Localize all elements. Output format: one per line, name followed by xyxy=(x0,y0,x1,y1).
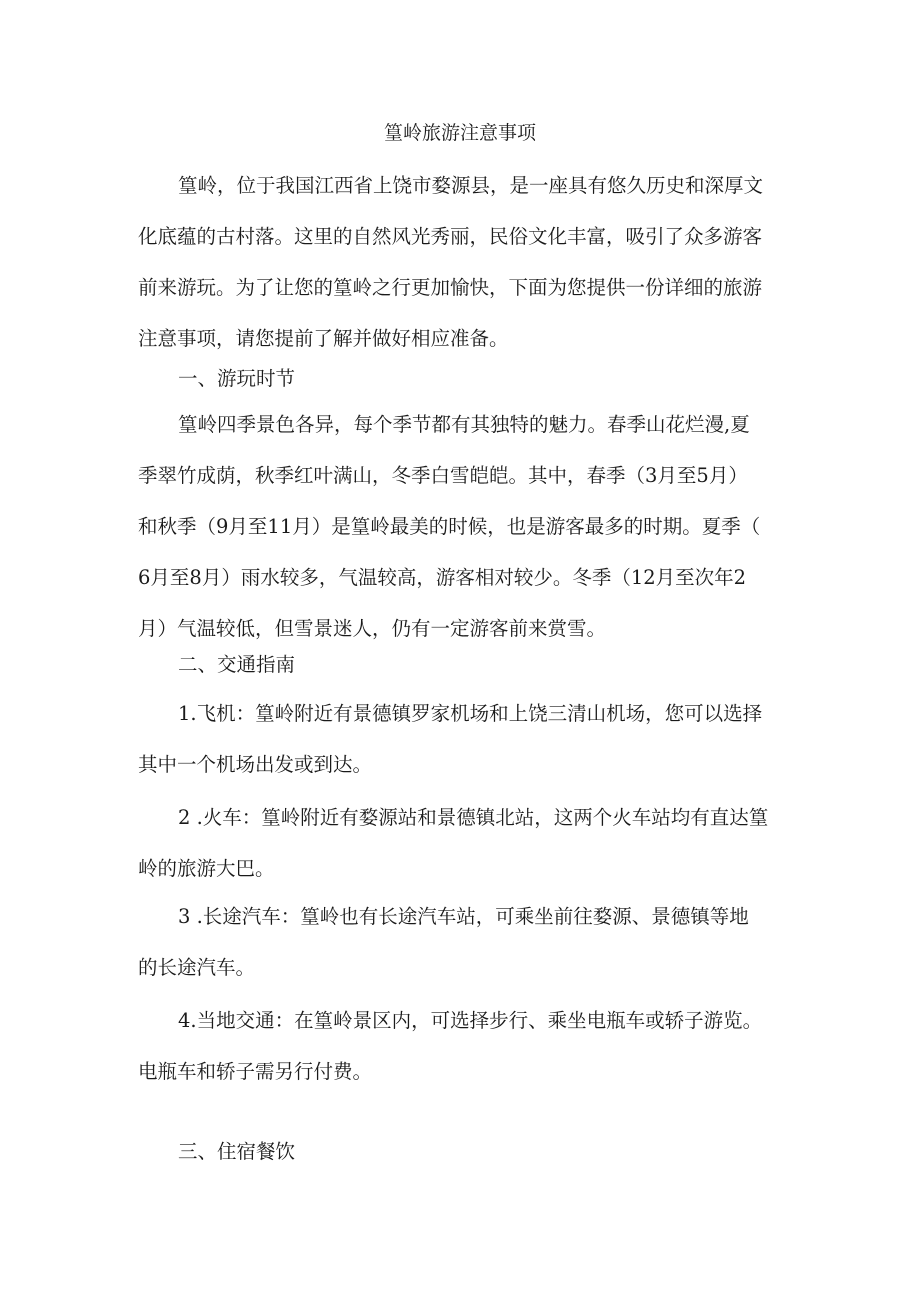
seasons-line: 季翠竹成荫，秋季红叶满山，冬季白雪皑皑。其中，春季（3月至5月） xyxy=(138,464,748,487)
transport-line: 3 .长途汽车：篁岭也有长途汽车站，可乘坐前往婺源、景德镇等地 xyxy=(178,905,749,928)
transport-line: 电瓶车和轿子需另行付费。 xyxy=(138,1060,373,1083)
intro-line: 化底蕴的古村落。这里的自然风光秀丽，民俗文化丰富，吸引了众多游客 xyxy=(138,225,763,248)
section-heading-seasons xyxy=(138,353,788,404)
section-heading-text: 一、游玩时节 xyxy=(178,367,296,390)
section-heading-text: 三、住宿餐饮 xyxy=(178,1140,296,1163)
seasons-paragraph xyxy=(138,399,788,654)
section-heading-lodging xyxy=(138,1126,788,1177)
section-heading-transport xyxy=(138,639,788,690)
transport-line: 岭的旅游大巴。 xyxy=(138,857,275,880)
seasons-line: 和秋季（9月至11月）是篁岭最美的时候，也是游客最多的时期。夏季（ xyxy=(138,515,761,538)
intro-line: 前来游玩。为了让您的篁岭之行更加愉快，下面为您提供一份详细的旅游 xyxy=(138,276,763,299)
seasons-line: 篁岭四季景色各异，每个季节都有其独特的魅力。春季山花烂漫,夏 xyxy=(178,413,750,436)
transport-line: 1.飞机：篁岭附近有景德镇罗家机场和上饶三清山机场，您可以选择 xyxy=(178,702,763,725)
seasons-line: 6月至8月）雨水较多，气温较高，游客相对较少。冬季（12月至次年2 xyxy=(138,566,747,589)
section-heading-text: 二、交通指南 xyxy=(178,653,296,676)
intro-paragraph xyxy=(138,160,788,364)
transport-line: 2 .火车：篁岭附近有婺源站和景德镇北站，这两个火车站均有直达篁 xyxy=(178,806,769,829)
transport-line: 4.当地交通：在篁岭景区内，可选择步行、乘坐电瓶车或轿子游览。 xyxy=(178,1009,763,1032)
transport-item-coach xyxy=(138,891,788,993)
transport-item-train xyxy=(138,792,788,894)
intro-line: 注意事项，请您提前了解并做好相应准备。 xyxy=(138,327,509,350)
transport-item-local xyxy=(138,995,788,1097)
document-title: 篁岭旅游注意事项 xyxy=(383,122,536,144)
transport-line: 其中一个机场出发或到达。 xyxy=(138,753,373,776)
transport-line: 的长途汽车。 xyxy=(138,956,256,979)
seasons-line: 月）气温较低，但雪景迷人，仍有一定游客前来赏雪。 xyxy=(138,617,607,640)
intro-line: 篁岭，位于我国江西省上饶市婺源县，是一座具有悠久历史和深厚文 xyxy=(178,174,764,197)
transport-item-plane xyxy=(138,688,788,790)
